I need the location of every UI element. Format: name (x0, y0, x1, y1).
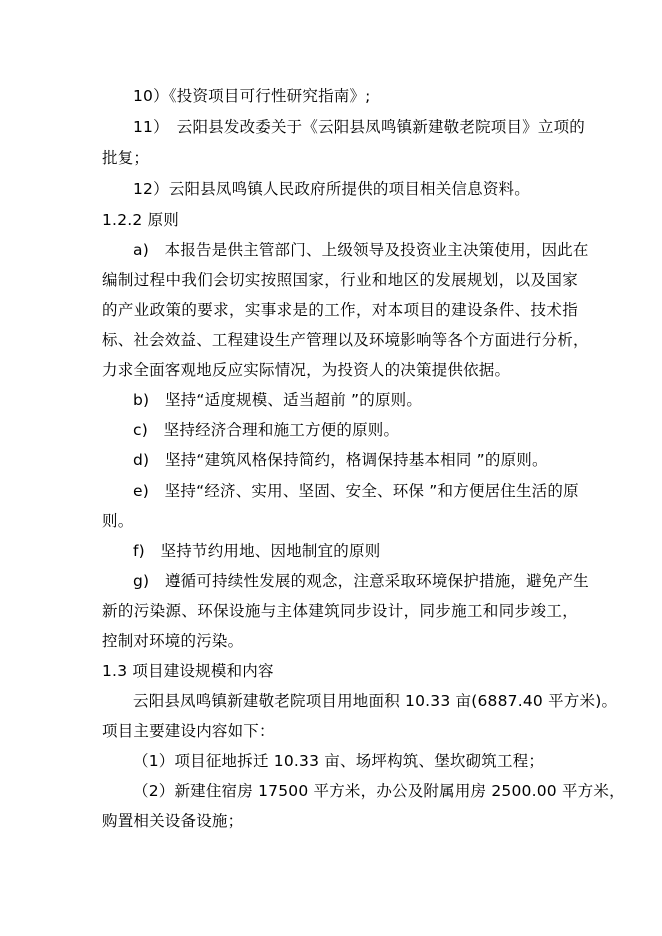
scope-item-1: （1）项目征地拆迁 10.33 亩、场坪构筑、堡坎砌筑工程； (133, 752, 545, 770)
ref-item-10: 10）《投资项目可行性研究指南》; (133, 87, 371, 105)
principle-b: b) 坚持“适度规模、适当超前 ”的原则。 (133, 391, 423, 409)
section-heading-principles: 1.2.2 原则 (102, 211, 179, 229)
scope-item-2: （2）新建住宿房 17500 平方米，办公及附属用房 2500.00 平方米， (133, 782, 625, 800)
principle-f: f) 坚持节约用地、因地制宜的原则 (133, 542, 381, 560)
principle-g-line-3: 控制对环境的污染。 (102, 632, 244, 650)
principle-a-line-4: 标、社会效益、工程建设生产管理以及环境影响等各个方面进行分析， (102, 331, 589, 349)
scope-item-2-continued: 购置相关设备设施； (102, 812, 244, 830)
principle-g: g) 遵循可持续性发展的观念，注意采取环境保护措施，避免产生 (133, 572, 589, 590)
ref-item-12: 12）云阳县凤鸣镇人民政府所提供的项目相关信息资料。 (133, 180, 530, 198)
ref-item-11: 11） 云阳县发改委关于《云阳县凤鸣镇新建敬老院项目》立项的 (133, 118, 585, 136)
ref-item-11-continued: 批复； (102, 149, 150, 167)
principle-g-line-2: 新的污染源、环保设施与主体建筑同步设计，同步施工和同步竣工， (102, 602, 578, 620)
principle-a-line-5: 力求全面客观地反应实际情况，为投资人的决策提供依据。 (102, 361, 511, 379)
principle-a-line-3: 的产业政策的要求，实事求是的工作，对本项目的建设条件、技术指 (102, 301, 578, 319)
section-heading-scale: 1.3 项目建设规模和内容 (102, 662, 274, 680)
principle-e-continued: 则。 (102, 512, 134, 530)
scale-paragraph: 云阳县凤鸣镇新建敬老院项目用地面积 10.33 亩(6887.40 平方米)。 (133, 692, 618, 710)
principle-d: d) 坚持“建筑风格保持简约，格调保持基本相同 ”的原则。 (133, 451, 548, 469)
principle-a: a) 本报告是供主管部门、上级领导及投资业主决策使用，因此在 (133, 241, 589, 259)
scale-paragraph-line-2: 项目主要建设内容如下： (102, 722, 275, 740)
principle-c: c) 坚持经济合理和施工方便的原则。 (133, 421, 400, 439)
principle-e: e) 坚持“经济、实用、坚固、安全、环保 ”和方便居住生活的原 (133, 482, 579, 500)
principle-a-line-2: 编制过程中我们会切实按照国家，行业和地区的发展规划，以及国家 (102, 271, 578, 289)
